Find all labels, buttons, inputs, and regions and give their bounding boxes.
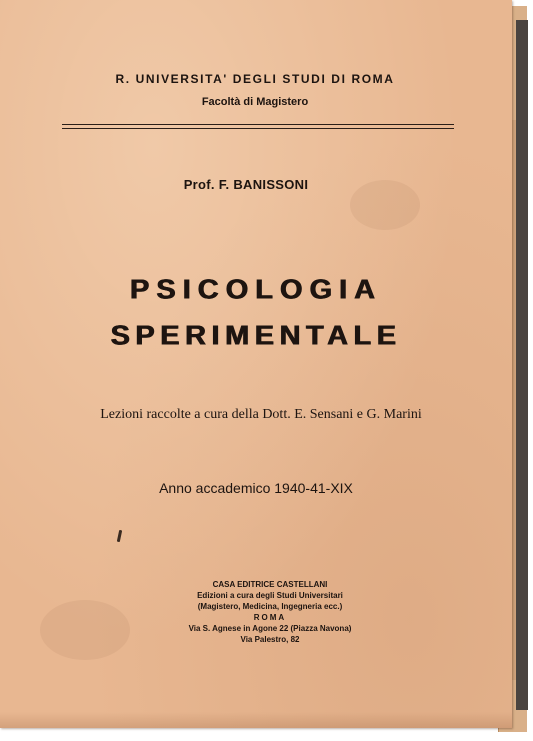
ink-mark [117, 530, 122, 542]
title-line-1: PSICOLOGIA [129, 274, 383, 306]
publisher-name: CASA EDITRICE CASTELLANI [212, 580, 328, 589]
subtitle-editors: Lezioni raccolte a cura della Dott. E. Sensani e G. Marini [100, 407, 422, 422]
header-rule-thick [62, 124, 454, 125]
author-name: Prof. F. BANISSONI [183, 177, 309, 192]
academic-year: Anno accademico 1940-41-XIX [159, 480, 353, 496]
publisher-block [150, 579, 390, 645]
header-rule-thin [62, 128, 454, 129]
publisher-address-2: Via Palestro, 82 [240, 635, 300, 644]
dark-spine-edge [516, 20, 528, 710]
worn-bottom-edge [0, 712, 512, 728]
faculty-name: Facoltà di Magistero [201, 96, 309, 108]
title-line-2: SPERIMENTALE [110, 320, 402, 352]
publisher-city: ROMA [253, 613, 287, 622]
publisher-line-2: Edizioni a cura degli Studi Universitari [197, 591, 343, 600]
publisher-line-3: (Magistero, Medicina, Ingegneria ecc.) [197, 602, 343, 611]
university-name: R. UNIVERSITA' DEGLI STUDI DI ROMA [115, 72, 395, 86]
paper-stain [40, 600, 130, 660]
publisher-address-1: Via S. Agnese in Agone 22 (Piazza Navona) [188, 624, 352, 633]
